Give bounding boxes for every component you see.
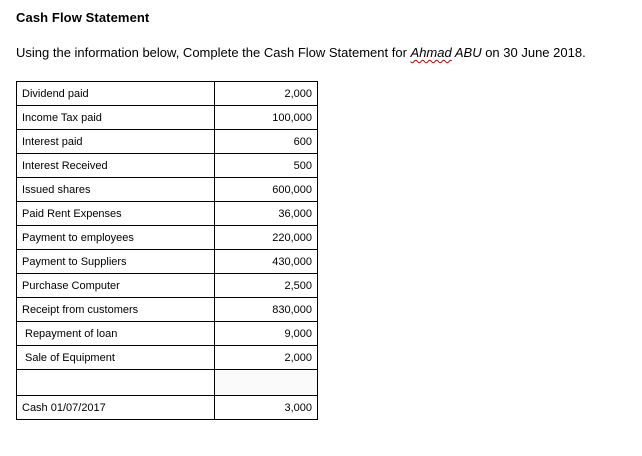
row-amount: 830,000 [215,298,318,322]
row-label: Sale of Equipment [17,346,215,370]
table-row [17,202,318,226]
row-amount: 2,000 [215,346,318,370]
row-label: Payment to employees [17,226,215,250]
table-row-blank [17,370,318,396]
table-row [17,82,318,106]
row-label: Income Tax paid [17,106,215,130]
table-row [17,106,318,130]
row-label: Paid Rent Expenses [17,202,215,226]
table-row [17,346,318,370]
row-label: Purchase Computer [17,274,215,298]
row-amount: 36,000 [215,202,318,226]
row-amount: 2,500 [215,274,318,298]
row-label: Dividend paid [17,82,215,106]
page-title: Cash Flow Statement [16,10,150,25]
instruction-name-rest: ABU [451,45,482,60]
row-amount: 3,000 [215,396,318,420]
row-label: Cash 01/07/2017 [17,396,215,420]
row-label: Interest Received [17,154,215,178]
table-row [17,178,318,202]
row-amount: 500 [215,154,318,178]
instruction-before: Using the information below, Complete the Cash Flow Statement for [16,45,411,60]
row-label: Interest paid [17,130,215,154]
table-row [17,226,318,250]
row-label: Receipt from customers [17,298,215,322]
cash-flow-table [16,81,318,420]
table-row [17,154,318,178]
row-amount [215,370,318,396]
table-row [17,274,318,298]
row-amount: 2,000 [215,82,318,106]
table-row [17,322,318,346]
row-label: Payment to Suppliers [17,250,215,274]
row-amount: 100,000 [215,106,318,130]
row-label: Issued shares [17,178,215,202]
row-label [17,370,215,396]
row-amount: 430,000 [215,250,318,274]
table-row [17,396,318,420]
row-amount: 600 [215,130,318,154]
row-amount: 9,000 [215,322,318,346]
instruction-name-first: Ahmad [410,45,452,60]
row-amount: 600,000 [215,178,318,202]
table-row [17,298,318,322]
table-row [17,250,318,274]
row-label: Repayment of loan [17,322,215,346]
table-row [17,130,318,154]
row-amount: 220,000 [215,226,318,250]
instruction-after: on 30 June 2018. [481,45,586,60]
instruction-text [16,45,586,60]
